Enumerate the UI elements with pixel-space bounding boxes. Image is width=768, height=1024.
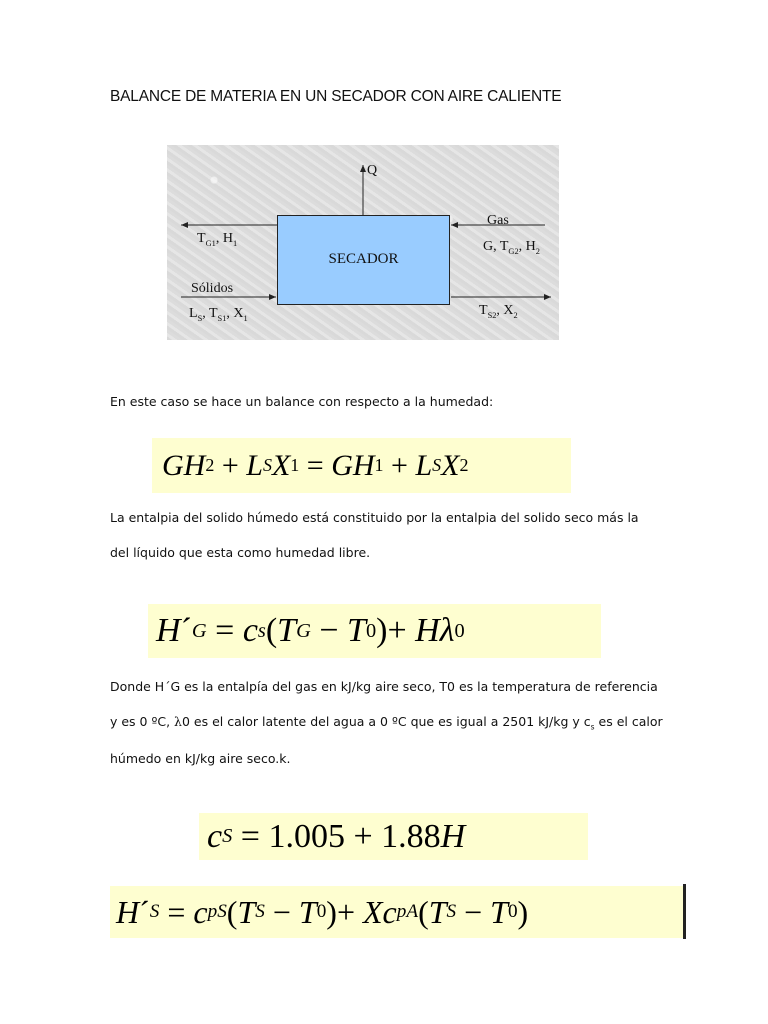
paragraph-3a: Donde H´G es la entalpía del gas en kJ/kg aire seco, T0 es la temperatura de referencia	[110, 679, 658, 694]
equation-solid-enthalpy: H ´ S = c pS ( T S − T 0 )+ Xc pA ( T S − T 0 )	[110, 886, 683, 938]
paragraph-1: En este caso se hace un balance con respecto a la humedad:	[110, 394, 494, 409]
equation-mass-balance: GH 2 + L S X 1 = GH 1 + L S X 2	[152, 438, 571, 493]
equation-gas-enthalpy: H ´ G = c s ( T G − T 0 )+ H λ 0	[148, 604, 601, 658]
q-label: Q	[367, 163, 378, 178]
solids-in-label: $L_S$, $T_{S1}$, $X_1$	[189, 306, 248, 323]
dryer-diagram	[167, 145, 559, 340]
equation-border-mark	[683, 884, 686, 939]
gas-out-label: $T_{G1}$, $H_1$	[197, 231, 238, 248]
gas-in-label: G, $T_{G2}$, $H_2$	[483, 239, 540, 256]
paragraph-2b: del líquido que esta como humedad libre.	[110, 545, 371, 560]
paragraph-3b: y es 0 ºC, λ0 es el calor latente del agua a 0 ºC que es igual a 2501 kJ/kg y $c_s$ es el calor	[110, 714, 663, 732]
secador-label: SECADOR	[328, 251, 399, 267]
gas-label: Gas	[487, 213, 509, 228]
page-title: BALANCE DE MATERIA EN UN SECADOR CON AIRE CALIENTE	[110, 88, 562, 105]
paragraph-3c: húmedo en kJ/kg aire seco.k.	[110, 751, 291, 766]
solids-label: Sólidos	[191, 281, 234, 296]
solids-out-label: $T_{S2}$, $X_2$	[479, 303, 518, 320]
equation-humid-heat: c S = 1.005 + 1.88 H	[199, 813, 588, 860]
paragraph-2a: La entalpia del solido húmedo está constituido por la entalpia del solido seco más la	[110, 510, 639, 525]
secador-box	[277, 215, 450, 305]
